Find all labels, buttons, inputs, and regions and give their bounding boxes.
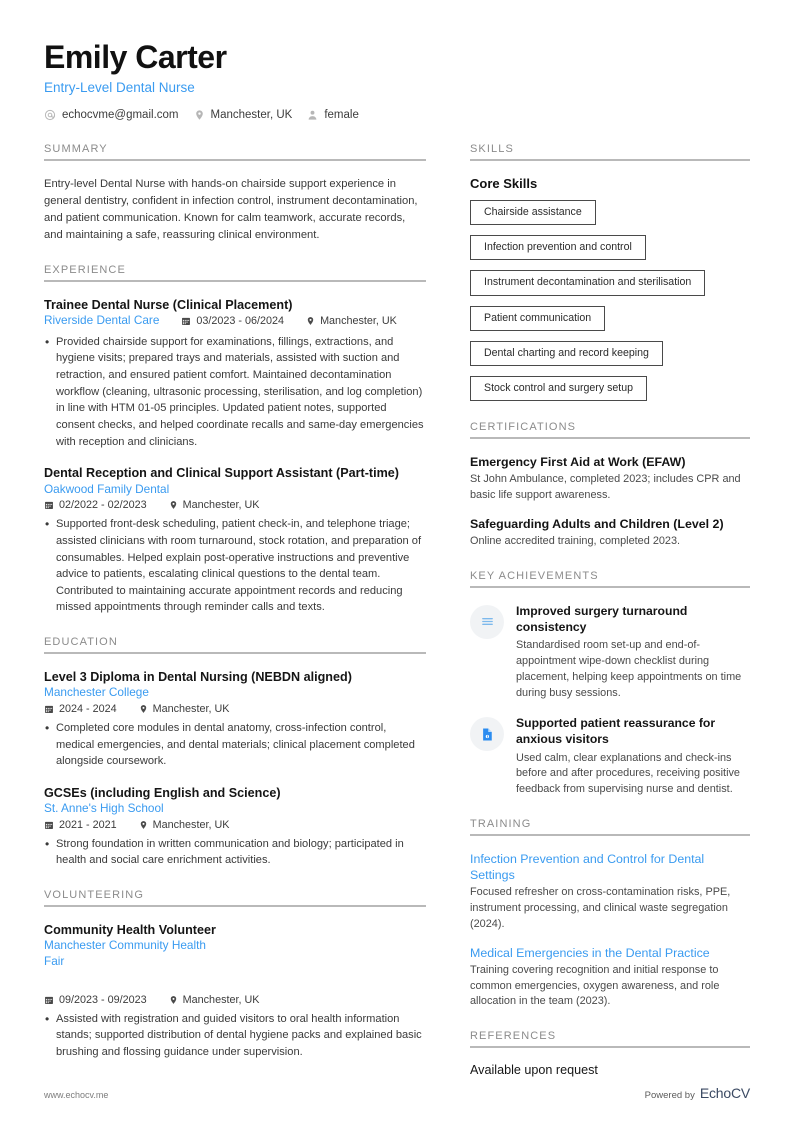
education-bullets: [44, 720, 426, 770]
achievement-desc: Used calm, clear explanations and check-ins before and after procedures, receiving positive feedback from supervising nurse and dentist.: [516, 751, 740, 796]
section-summary: [44, 143, 426, 244]
experience-section-header: [44, 264, 426, 282]
training-body: [470, 840, 750, 1010]
document-icon: [480, 727, 495, 742]
location-pin-icon: [139, 704, 148, 714]
section-divider: [470, 159, 750, 161]
volunteering-bullets: [44, 1011, 426, 1061]
volunteering-item: [44, 922, 426, 1060]
training-item: [470, 851, 750, 933]
experience-item: [44, 297, 426, 450]
volunteering-dates-text: 09/2023 - 09/2023: [59, 993, 147, 1006]
volunteering-location-text: Manchester, UK: [182, 993, 260, 1006]
certification-item: [470, 516, 750, 550]
contact-email-text: echocvme@gmail.com: [62, 108, 179, 121]
summary-text: Entry-level Dental Nurse with hands-on chairside support experience in general dentistry, confident in infection control, instrument decontamination, and patient communication. Known for calm teamwork, accurate records, and maintaining a safe, reassuring clinical environment.: [44, 177, 418, 241]
calendar-icon: [181, 316, 191, 326]
bullet: • Strong foundation in written communication and biology; participated in health and social care enrichment activities.: [44, 836, 426, 869]
section-divider: [470, 586, 750, 588]
education-dates-text: 2024 - 2024: [59, 702, 117, 715]
section-divider: [470, 834, 750, 836]
location-pin-icon: [306, 316, 315, 326]
certifications-section-title: CERTIFICATIONS: [470, 421, 577, 434]
education-school[interactable]: Manchester College: [44, 685, 149, 700]
contact-gender-text: female: [324, 108, 359, 121]
skills-section-title: SKILLS: [470, 142, 514, 155]
experience-meta-line: [44, 313, 426, 329]
section-divider: [44, 159, 426, 161]
education-degree: Level 3 Diploma in Dental Nursing (NEBDN aligned): [44, 670, 352, 685]
education-school[interactable]: St. Anne's High School: [44, 801, 164, 816]
education-body: [44, 658, 426, 869]
certification-item: [470, 454, 750, 504]
certifications-body: [470, 443, 750, 550]
calendar-icon: [44, 500, 54, 510]
section-volunteering: [44, 889, 426, 1060]
resume-header: [44, 40, 750, 121]
education-location: [139, 819, 230, 831]
experience-bullets: [44, 516, 426, 616]
certification-name: Emergency First Aid at Work (EFAW): [470, 455, 686, 470]
training-section-header: [470, 818, 750, 836]
volunteering-role: Community Health Volunteer: [44, 923, 216, 938]
training-item: [470, 945, 750, 1011]
contact-list: [44, 109, 750, 121]
contact-location-text: Manchester, UK: [210, 108, 293, 121]
experience-meta: [44, 499, 426, 511]
volunteering-section-header: [44, 889, 426, 907]
section-education: [44, 636, 426, 869]
bullet: • Provided chairside support for examinations, fillings, extractions, and hygiene visits; prepared trays and materials, assisted with suction and retraction, and ensured patient comfort. Maintained decontamination workflow (cleaning, ultrasonic processing, sterilisation, and log completion) in line with HTM 01-05 principles. Updated patient notes, supported consent checks, and helped coordinate recalls and same-day emergencies with reception and clinicians.: [44, 334, 426, 450]
achievement-title: Supported patient reassurance for anxious visitors: [516, 716, 716, 747]
experience-meta: [181, 315, 396, 327]
education-bullets: [44, 836, 426, 869]
left-column: [44, 143, 426, 1081]
location-pin-icon: [139, 820, 148, 830]
experience-org[interactable]: Riverside Dental Care: [44, 313, 160, 328]
achievement-title: Improved surgery turnaround consistency: [516, 603, 688, 635]
experience-location-text: Manchester, UK: [320, 315, 397, 328]
section-divider: [470, 1046, 750, 1048]
certifications-section-header: [470, 421, 750, 439]
skills-group-label: Core Skills: [470, 175, 538, 191]
training-desc: Training covering recognition and initial response to common emergencies, oxygen awareness, and role allocation in the team (2023).: [470, 963, 720, 1008]
education-section-title: EDUCATION: [44, 636, 118, 649]
achievement-badge: [470, 605, 504, 639]
summary-section-header: [44, 143, 426, 161]
experience-bullets: [44, 334, 426, 450]
summary-body: [44, 165, 426, 244]
education-dates: [44, 703, 117, 715]
experience-dates: [181, 315, 284, 327]
education-location: [139, 703, 230, 715]
experience-location: [169, 499, 260, 511]
section-skills: [470, 143, 750, 401]
achievement-desc: Standardised room set-up and end-of-appointment wipe-down checklist during placement, helping keep appointments on time during busy sessions.: [516, 639, 742, 699]
lines-icon: [480, 614, 495, 629]
section-certifications: [470, 421, 750, 550]
volunteering-section-title: VOLUNTEERING: [44, 889, 144, 902]
footer-brand-name: EchoCV: [699, 1085, 750, 1101]
location-pin-icon: [194, 109, 205, 121]
candidate-name: Emily Carter: [44, 39, 227, 75]
volunteering-meta-line: [44, 938, 426, 1005]
skill-chip: Infection prevention and control: [470, 235, 646, 260]
education-location-text: Manchester, UK: [152, 818, 230, 831]
page-footer: [44, 1085, 750, 1101]
right-column: [470, 143, 750, 1097]
footer-site-url[interactable]: www.echocv.me: [44, 1090, 109, 1100]
location-pin-icon: [169, 500, 178, 510]
calendar-icon: [44, 704, 54, 714]
education-degree: GCSEs (including English and Science): [44, 785, 281, 800]
skill-chip: Patient communication: [470, 306, 605, 331]
candidate-headline: Entry-Level Dental Nurse: [44, 79, 195, 95]
skill-chip: Instrument decontamination and sterilisation: [470, 270, 705, 295]
training-name[interactable]: Infection Prevention and Control for Dental Settings: [470, 851, 705, 883]
experience-role: Trainee Dental Nurse (Clinical Placement): [44, 297, 293, 312]
resume-body: [44, 143, 750, 1097]
bullet: • Completed core modules in dental anatomy, cross-infection control, medical emergencies, and dental materials; clinical placement completed alongside coursework.: [44, 720, 426, 770]
section-divider: [470, 437, 750, 439]
experience-role: Dental Reception and Clinical Support Assistant (Part-time): [44, 466, 400, 481]
experience-body: [44, 286, 426, 616]
achievements-section-header: [470, 570, 750, 588]
location-pin-icon: [169, 995, 178, 1005]
skills-body: [470, 165, 750, 401]
volunteering-org[interactable]: Manchester Community Health Fair: [44, 938, 206, 969]
contact-gender: [307, 109, 359, 121]
volunteering-meta: [44, 994, 259, 1006]
education-item: [44, 669, 426, 770]
calendar-icon: [44, 995, 54, 1005]
achievement-text: [516, 603, 750, 701]
footer-powered-by-label: Powered by: [644, 1090, 695, 1101]
achievement-item: [470, 603, 750, 701]
section-experience: [44, 264, 426, 616]
contact-email[interactable]: [44, 109, 179, 121]
contact-location: [194, 109, 293, 121]
skill-chip: Chairside assistance: [470, 200, 596, 225]
experience-dates: [44, 499, 147, 511]
achievement-badge: [470, 717, 504, 751]
references-body: [470, 1052, 750, 1077]
volunteering-location: [169, 994, 260, 1006]
education-section-header: [44, 636, 426, 654]
education-dates: [44, 819, 117, 831]
bullet: • Assisted with registration and guided visitors to oral health information stands; supported distribution of dental hygiene packs and explained basic brushing and flossing guidance under supervision.: [44, 1011, 426, 1061]
training-section-title: TRAINING: [470, 817, 532, 830]
education-meta: [44, 703, 426, 715]
education-meta: [44, 819, 426, 831]
experience-dates-text: 02/2022 - 02/2023: [59, 499, 147, 512]
training-name[interactable]: Medical Emergencies in the Dental Practice: [470, 945, 710, 960]
achievement-item: [470, 715, 750, 798]
achievements-section-title: KEY ACHIEVEMENTS: [470, 569, 599, 582]
footer-branding: [645, 1085, 750, 1101]
achievement-text: [516, 715, 750, 798]
section-training: [470, 818, 750, 1010]
certification-desc: St John Ambulance, completed 2023; includes CPR and basic life support awareness.: [470, 473, 741, 502]
at-sign-icon: [44, 109, 56, 121]
volunteering-dates: [44, 994, 147, 1006]
calendar-icon: [44, 820, 54, 830]
summary-section-title: SUMMARY: [44, 142, 108, 155]
skills-section-header: [470, 143, 750, 161]
section-key-achievements: [470, 570, 750, 798]
section-divider: [44, 905, 426, 907]
training-desc: Focused refresher on cross-contamination risks, PPE, instrument processing, and clinical waste segregation (2024).: [470, 886, 731, 930]
experience-location-text: Manchester, UK: [182, 499, 260, 512]
references-section-title: REFERENCES: [470, 1030, 557, 1043]
certification-desc: Online accredited training, completed 2023.: [470, 535, 681, 548]
references-section-header: [470, 1030, 750, 1048]
experience-item: [44, 465, 426, 616]
experience-org[interactable]: Oakwood Family Dental: [44, 481, 170, 496]
section-divider: [44, 280, 426, 282]
experience-location: [306, 315, 397, 327]
references-text: Available upon request: [470, 1063, 598, 1078]
education-dates-text: 2021 - 2021: [59, 818, 117, 831]
education-item: [44, 785, 426, 869]
achievements-body: [470, 592, 750, 798]
education-location-text: Manchester, UK: [152, 702, 230, 715]
certification-name: Safeguarding Adults and Children (Level 2): [470, 516, 724, 531]
experience-dates-text: 03/2023 - 06/2024: [196, 315, 285, 328]
volunteering-body: [44, 911, 426, 1060]
section-references: [470, 1030, 750, 1077]
experience-section-title: EXPERIENCE: [44, 263, 126, 276]
skill-chip: Stock control and surgery setup: [470, 376, 647, 401]
section-divider: [44, 652, 426, 654]
bullet: • Supported front-desk scheduling, patient check-in, and telephone triage; assisted clinicians with room turnaround, stock rotation, and preparation of consumables. Helped explain post-operative instructions and preventive advice to patients, escalating clinical questions to the dental team. Contributed to maintaining accurate appointment records and reducing missed appointments through reminder calls and texts.: [44, 516, 426, 616]
skill-chip: Dental charting and record keeping: [470, 341, 663, 366]
person-icon: [307, 109, 318, 121]
